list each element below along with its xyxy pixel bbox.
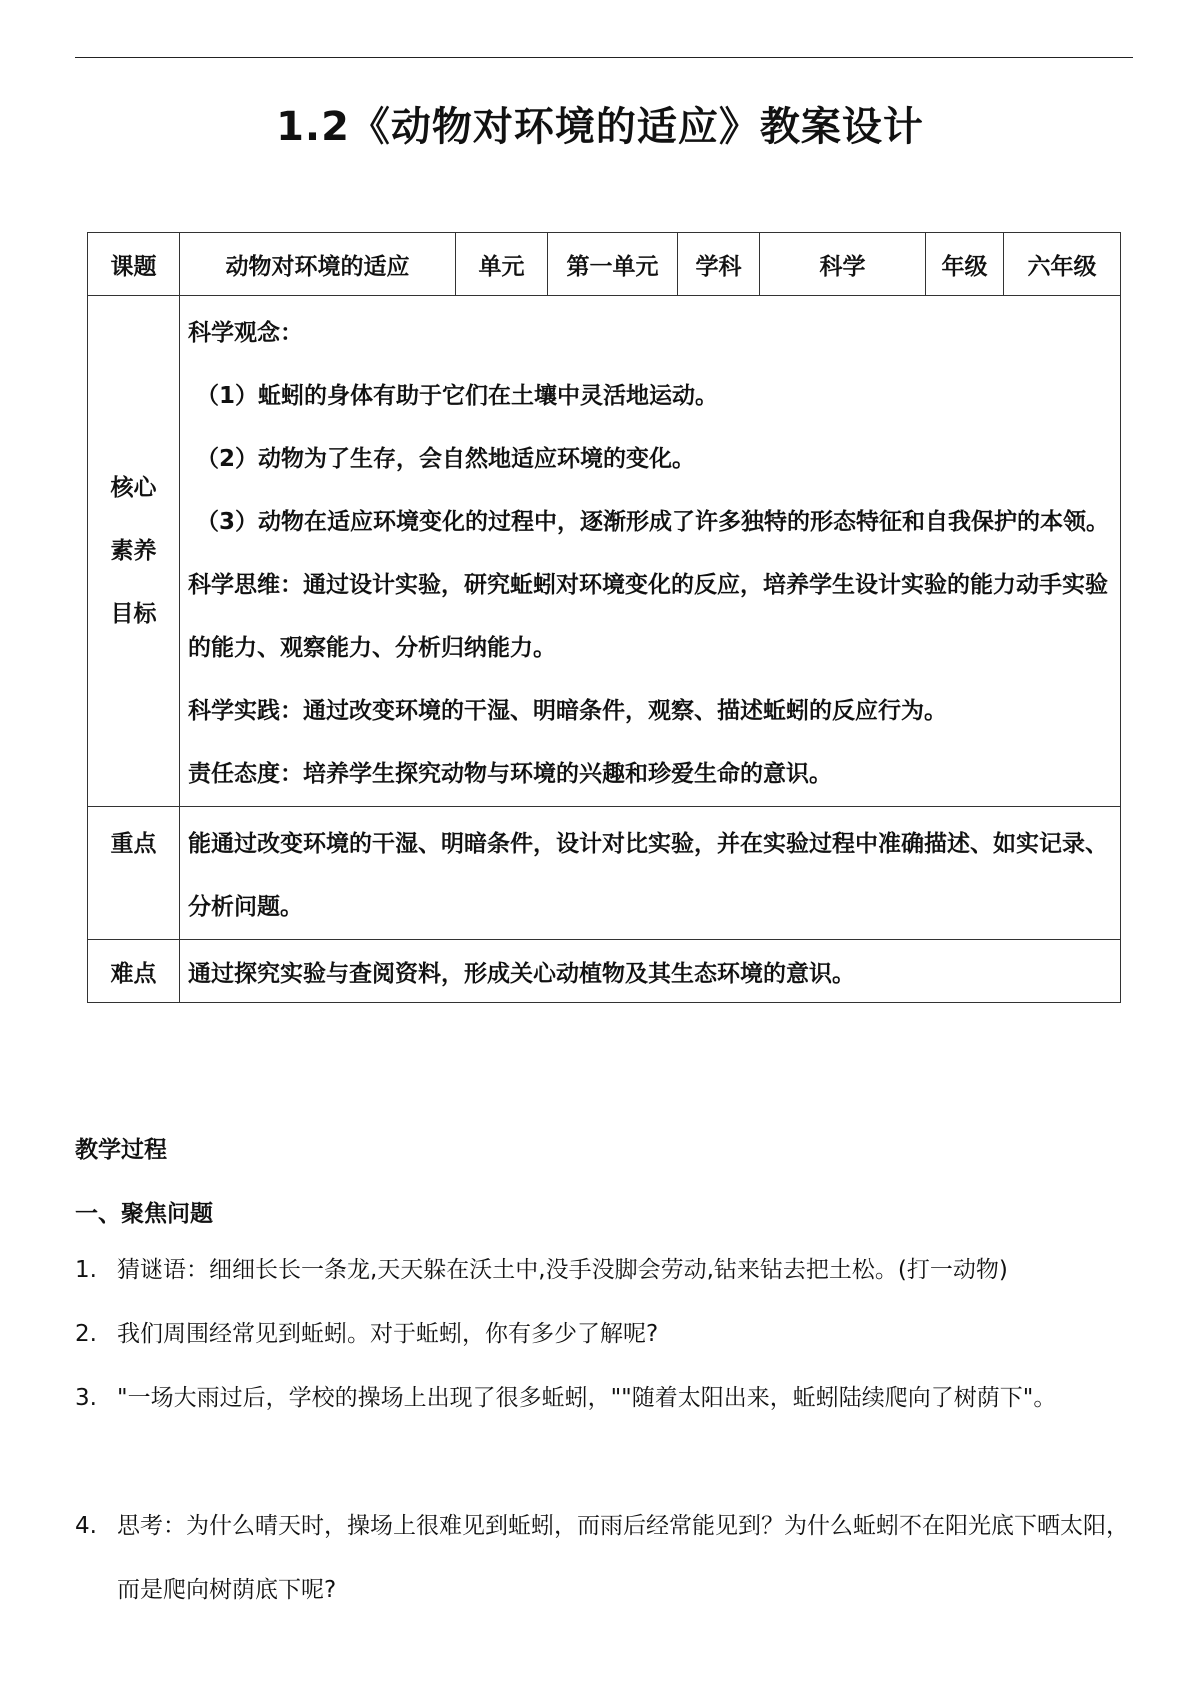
list-text: "一场大雨过后，学校的操场上出现了很多蚯蚓，""随着太阳出来，蚯蚓陆续爬向了树荫下"。 — [117, 1385, 1057, 1411]
section-title: 一、聚焦问题 — [75, 1201, 213, 1227]
list-number: 1. — [75, 1257, 97, 1283]
list-number: 2. — [75, 1321, 97, 1347]
thinking-goal: 科学思维：通过设计实验，研究蚯蚓对环境变化的反应，培养学生设计实验的能力动手实验的能力、观察能力、分析归纳能力。 — [188, 572, 1108, 661]
attitude-goal: 责任态度：培养学生探究动物与环境的兴趣和珍爱生命的意识。 — [188, 761, 832, 787]
list-number: 4. — [75, 1513, 97, 1539]
subject-value: 科学 — [760, 233, 926, 296]
concept-title: 科学观念： — [188, 320, 303, 346]
list-item — [75, 1494, 1145, 1622]
list-number: 3. — [75, 1385, 97, 1411]
list-item — [75, 1238, 1145, 1302]
difficulty-text: 通过探究实验与查阅资料，形成关心动植物及其生态环境的意识。 — [180, 940, 1121, 1003]
core-goals-label: 核心 素养 目标 — [88, 296, 180, 807]
subject-label: 学科 — [678, 233, 760, 296]
concept-item: （1）蚯蚓的身体有助于它们在土壤中灵活地运动。 — [196, 383, 719, 409]
topic-label: 课题 — [88, 233, 180, 296]
list-text: 猜谜语：细细长长一条龙,天天躲在沃土中,没手没脚会劳动,钻来钻去把土松。(打一动物) — [117, 1257, 1008, 1283]
core-goals-row — [88, 296, 1121, 807]
grade-label: 年级 — [926, 233, 1004, 296]
concept-item: （2）动物为了生存，会自然地适应环境的变化。 — [196, 446, 696, 472]
document-title: 1.2《动物对环境的适应》教案设计 — [276, 104, 924, 150]
topic-value: 动物对环境的适应 — [180, 233, 456, 296]
key-point-label: 重点 — [88, 807, 180, 940]
key-point-text: 能通过改变环境的干湿、明暗条件，设计对比实验，并在实验过程中准确描述、如实记录、分析问题。 — [180, 807, 1121, 940]
concept-item: （3）动物在适应环境变化的过程中，逐渐形成了许多独特的形态特征和自我保护的本领。 — [196, 509, 1110, 535]
difficulty-label: 难点 — [88, 940, 180, 1003]
grade-value: 六年级 — [1004, 233, 1121, 296]
list-item — [75, 1366, 1145, 1430]
unit-label: 单元 — [456, 233, 548, 296]
unit-value: 第一单元 — [548, 233, 678, 296]
key-point-row — [88, 807, 1121, 940]
list-item — [75, 1302, 1145, 1366]
header-rule — [75, 57, 1133, 58]
core-goals-content — [180, 296, 1121, 807]
list-text: 思考：为什么晴天时，操场上很难见到蚯蚓，而雨后经常能见到？为什么蚯蚓不在阳光底下晒太阳，而是爬向树荫底下呢? — [117, 1513, 1129, 1603]
process-title: 教学过程 — [75, 1137, 167, 1163]
lesson-plan-table — [87, 232, 1121, 1003]
difficulty-row — [88, 940, 1121, 1003]
practice-goal: 科学实践：通过改变环境的干湿、明暗条件，观察、描述蚯蚓的反应行为。 — [188, 698, 947, 724]
header-row — [88, 233, 1121, 296]
list-text: 我们周围经常见到蚯蚓。对于蚯蚓，你有多少了解呢? — [117, 1321, 659, 1347]
